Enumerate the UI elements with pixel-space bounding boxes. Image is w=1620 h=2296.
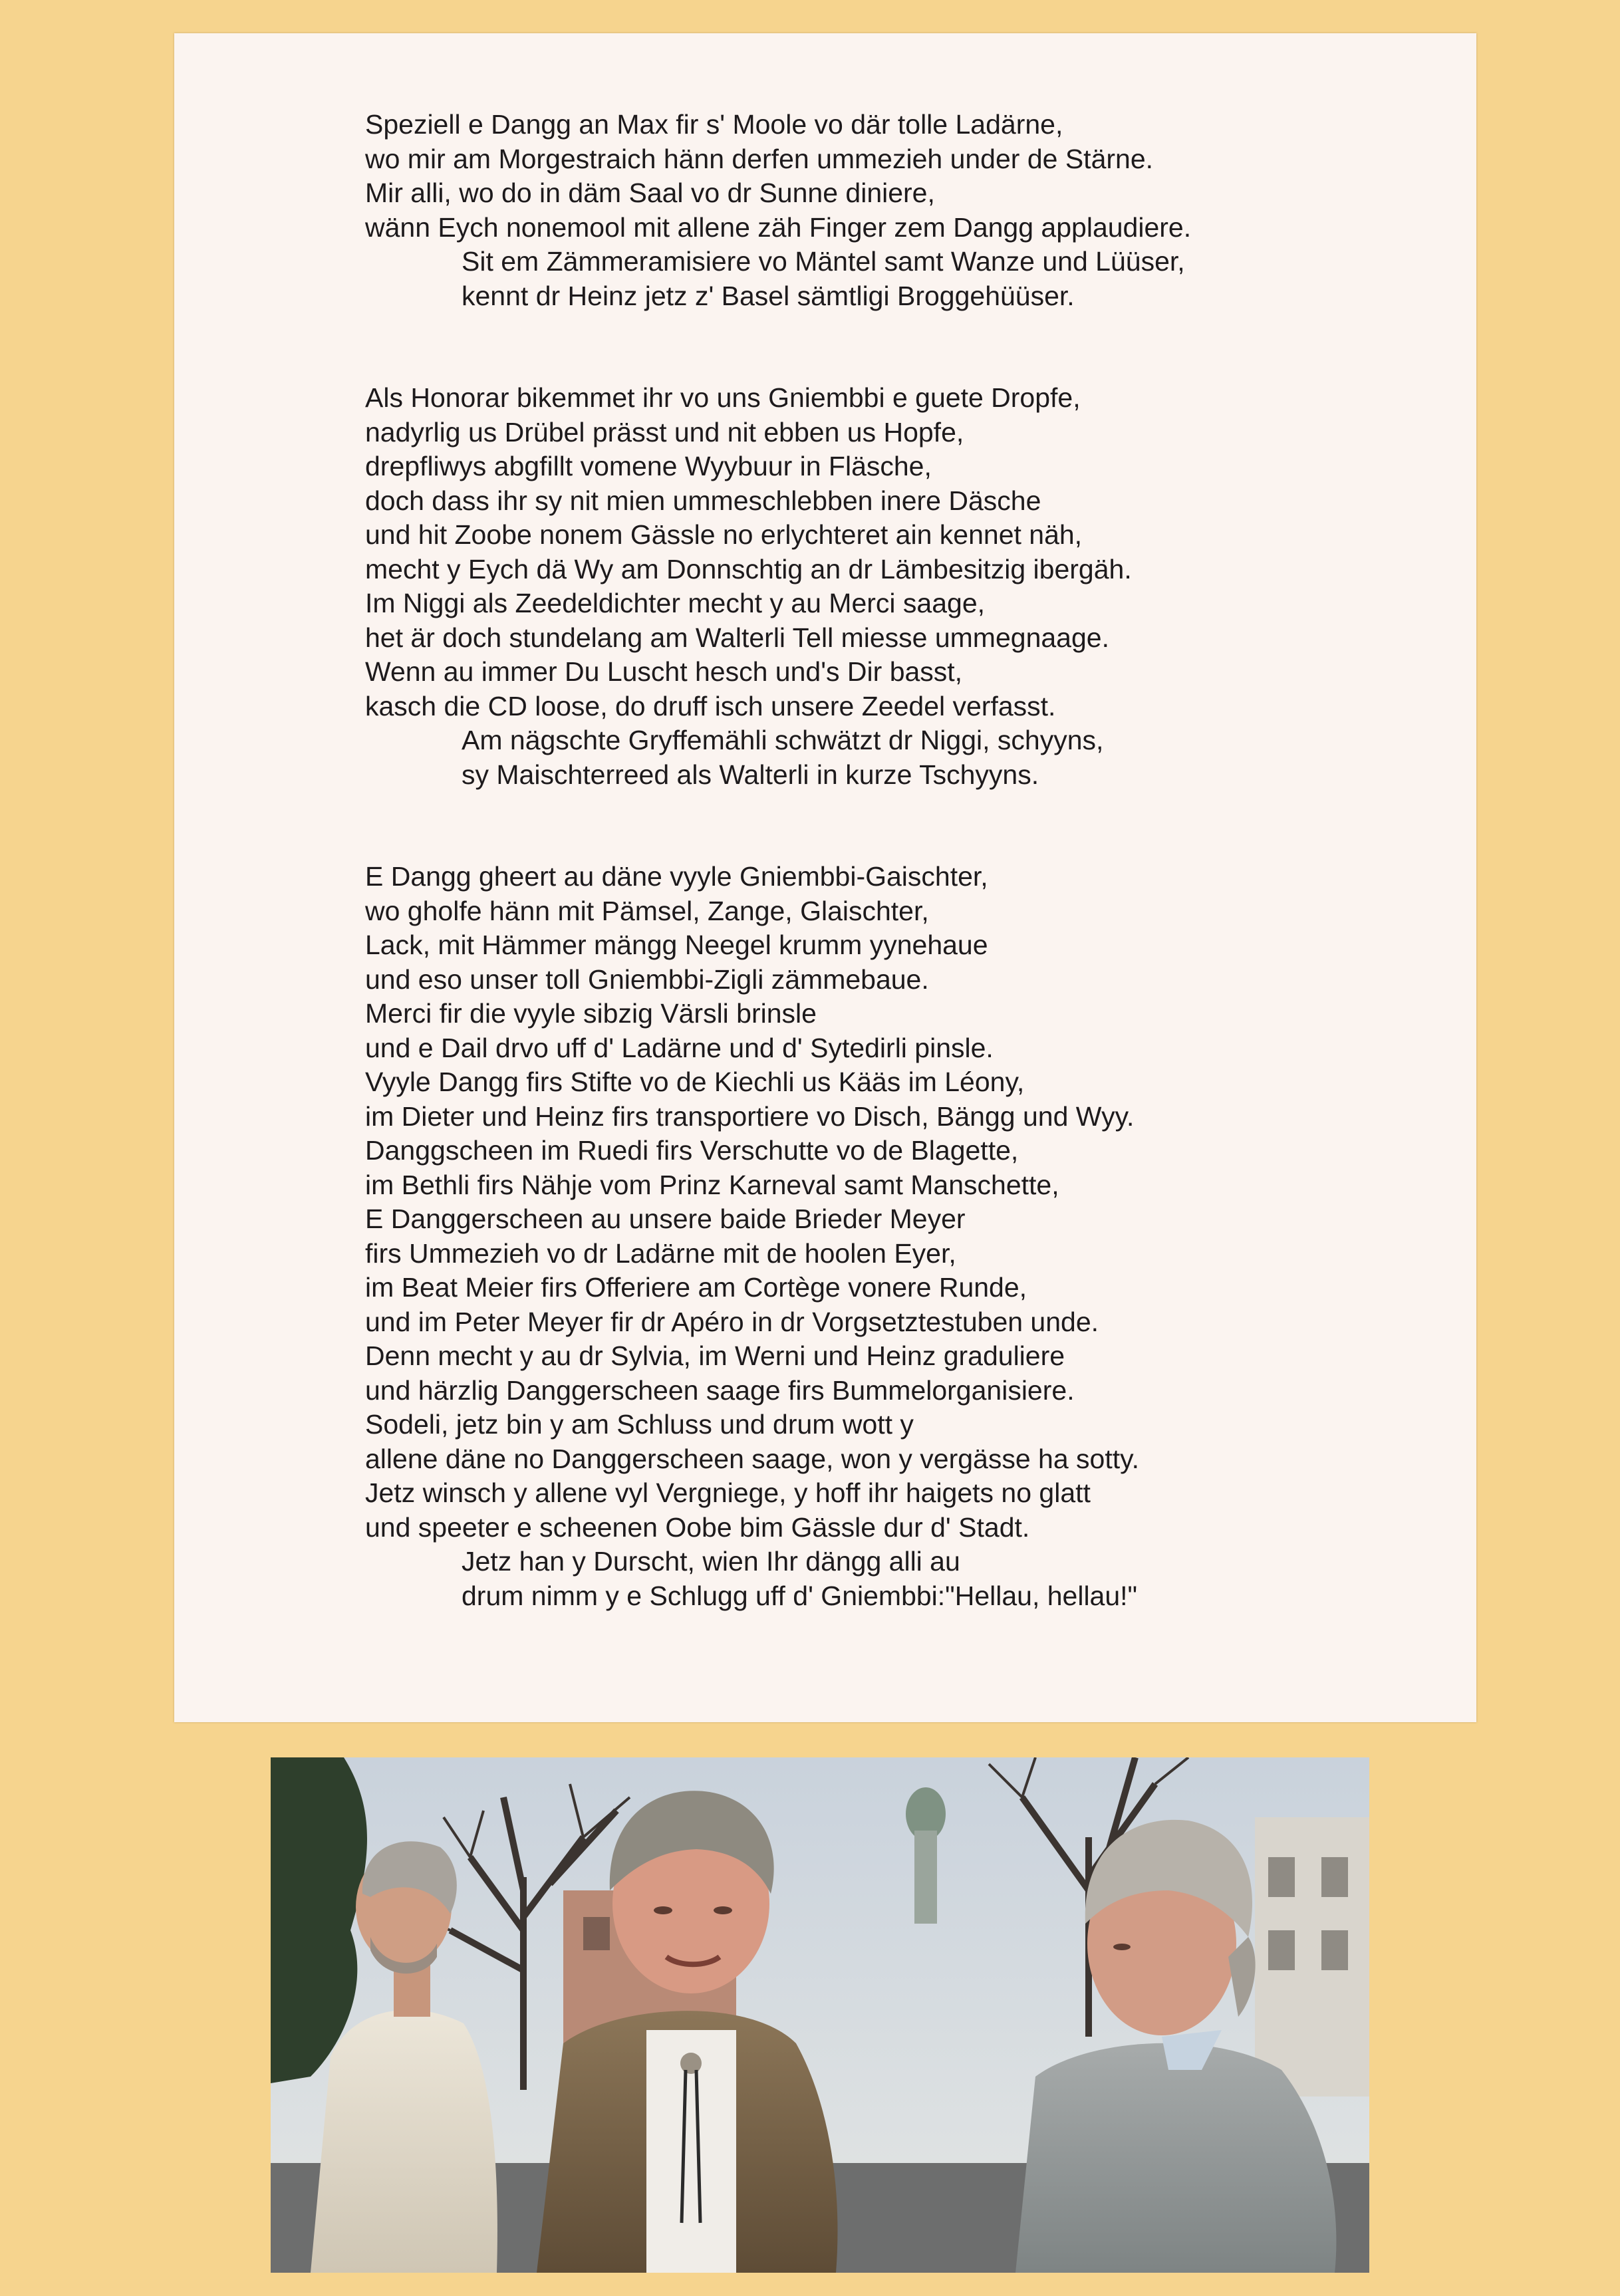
poem-text (365, 108, 1429, 1681)
poem-line: kennt dr Heinz jetz z' Basel sämtligi Broggehüüser. (462, 280, 1075, 311)
poem-line: Als Honorar bikemmet ihr vo uns Gniembbi e guete Dropfe, (365, 382, 1081, 413)
poem-line: und speeter e scheenen Oobe bim Gässle dur d' Stadt. (365, 1511, 1030, 1543)
poem-line: Im Niggi als Zeedeldichter mecht y au Merci saage, (365, 588, 986, 618)
poem-line: Jetz winsch y allene vyl Vergniege, y hoff ihr haigets no glatt (365, 1477, 1091, 1508)
poem-line: Wenn au immer Du Luscht hesch und's Dir basst, (365, 656, 963, 687)
poem-line: kasch die CD loose, do druff isch unsere Zeedel verfasst. (365, 690, 1056, 721)
poem-line: und eso unser toll Gniembbi-Zigli zämmebaue. (365, 963, 929, 995)
poem-line: im Bethli firs Nähje vom Prinz Karneval samt Manschette, (365, 1169, 1059, 1200)
poem-line: nadyrlig us Drübel prässt und nit ebben us Hopfe, (365, 416, 964, 447)
poem-line: und im Peter Meyer fir dr Apéro in dr Vorgsetztestuben unde. (365, 1306, 1099, 1337)
poem-line: mecht y Eych dä Wy am Donnschtig an dr Lämbesitzig ibergäh. (365, 553, 1132, 584)
poem-line: im Beat Meier firs Offeriere am Cortège vonere Runde, (365, 1272, 1027, 1303)
poem-stanza (365, 860, 1429, 1613)
poem-line: E Dangg gheert au däne vyyle Gniembbi-Gaischter, (365, 861, 988, 892)
poem-line: wänn Eych nonemool mit allene zäh Finger zem Dangg applaudiere. (365, 211, 1192, 243)
poem-line: Vyyle Dangg firs Stifte vo de Kiechli us Kääs im Léony, (365, 1067, 1025, 1097)
poem-line: wo mir am Morgestraich hänn derfen ummezieh under de Stärne. (365, 143, 1154, 174)
poem-line: Sodeli, jetz bin y am Schluss und drum wott y (365, 1409, 914, 1440)
poem-line: Speziell e Dangg an Max fir s' Moole vo där tolle Ladärne, (365, 109, 1063, 140)
poem-line: Jetz han y Durscht, wien Ihr dängg alli au (462, 1546, 960, 1577)
letter-sheet (174, 33, 1476, 1722)
poem-line: und hit Zoobe nonem Gässle no erlychteret ain kennet näh, (365, 519, 1083, 550)
poem-line: im Dieter und Heinz firs transportiere vo Disch, Bängg und Wyy. (365, 1100, 1135, 1132)
poem-line: Mir alli, wo do in däm Saal vo dr Sunne diniere, (365, 178, 935, 208)
poem-line: Lack, mit Hämmer mängg Neegel krumm yynehaue (365, 930, 988, 960)
poem-line: und e Dail drvo uff d' Ladärne und d' Sytedirli pinsle. (365, 1032, 994, 1063)
poem-line: doch dass ihr sy nit mien ummeschlebben inere Däsche (365, 485, 1041, 516)
poem-line: E Danggerscheen au unsere baide Brieder Meyer (365, 1204, 966, 1234)
poem-line: wo gholfe hänn mit Pämsel, Zange, Glaischter, (365, 895, 929, 926)
poem-stanza (365, 381, 1429, 792)
photo-illustration (271, 1757, 1369, 2273)
group-photo (271, 1757, 1369, 2273)
poem-line: allene däne no Danggerscheen saage, won y vergässe ha sotty. (365, 1443, 1139, 1474)
poem-line: Danggscheen im Ruedi firs Verschutte vo de Blagette, (365, 1135, 1019, 1166)
poem-line: drepfliwys abgfillt vomene Wyybuur in Fläsche, (365, 451, 932, 481)
poem-stanza (365, 108, 1429, 313)
poem-line: Denn mecht y au dr Sylvia, im Werni und Heinz graduliere (365, 1340, 1065, 1371)
poem-line: firs Ummezieh vo dr Ladärne mit de hoolen Eyer, (365, 1237, 956, 1269)
poem-line: Merci fir die vyyle sibzig Värsli brinsle (365, 998, 817, 1029)
poem-line: drum nimm y e Schlugg uff d' Gniembbi:"Hellau, hellau!" (462, 1580, 1138, 1611)
poem-line: sy Maischterreed als Walterli in kurze Tschyyns. (462, 759, 1039, 790)
poem-line: und härzlig Danggerscheen saage firs Bummelorganisiere. (365, 1374, 1075, 1406)
poem-line: Am nägschte Gryffemähli schwätzt dr Niggi, schyyns, (462, 725, 1104, 755)
poem-line: het är doch stundelang am Walterli Tell miesse ummegnaage. (365, 622, 1109, 653)
poem-line: Sit em Zämmeramisiere vo Mäntel samt Wanze und Lüüser, (462, 246, 1185, 277)
